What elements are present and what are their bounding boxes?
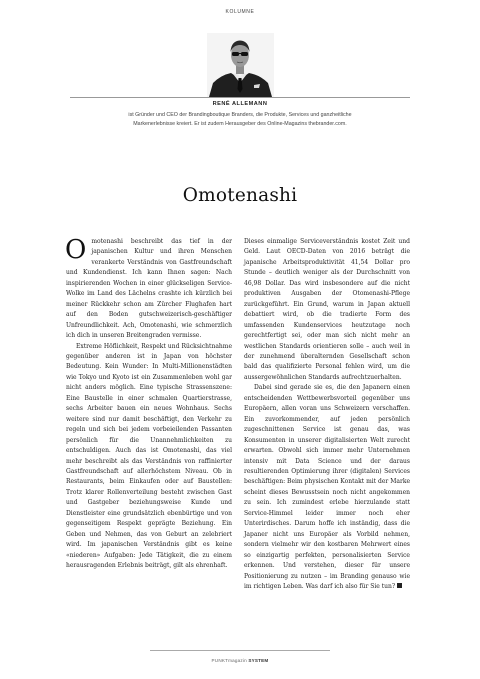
article-paragraph	[244, 383, 410, 592]
paragraph-text: Dabei sind gerade sie es, die den Japanern einen entscheidenden Wettbewerbsvorteil gegenüber uns Europäern, allen voran uns Schweizern verschaffen. Ein zuvorkommender, auf jeden persönlich zugeschnittenen Service ist genau das, was Konsumenten in unserer digitalisierten Welt zurecht erwarten. Obwohl sich immer mehr Unternehmen intensiv mit Data Science und der daraus resultierenden Optimierung ihrer (digitalen) Services beschäftigen: Beim physischen Kontakt mit der Marke scheint dieses Bewusstsein noch nicht angekommen zu sein. Ich zumindest erlebe hierzulande statt Service-Himmel leider immer noch eher Unterirdisches. Darum hoffe ich inständig, dass die Japaner nicht uns Europäer als Vorbild nehmen, sondern vielmehr wir den kostbaren Mehrwert eines so einzigartig perfekten, personalisierten Service erkennen. Und verstehen, dieser für unsere Positionierung zu nutzen – im Branding genauso wie im richtigen Leben. Was darf ich also für Sie tun?	[244, 384, 410, 590]
article-paragraph: Extreme Höflichkeit, Respekt und Rücksichtnahme gegenüber anderen ist in Japan von höchster Bedeutung. Kein Wunder: In Multi-Millionenstädten wie Tokyo und Kyoto ist ein Zusammenleben wohl gar nicht anders möglich. Eine typische Strassenszene: Eine Baustelle in einer schmalen Quartierstrasse, sechs Arbeiter bauen ein neues Wohnhaus. Sechs weitere sind nur damit beschäftigt, den Verkehr zu regeln und sich bei jedem vorbeieilenden Passanten persönlich für die Unannehmlichkeiten zu entschuldigen. Auch das ist Omotenashi, das viel mehr beschreibt als das Verständnis von raffinierter Gastfreundschaft auf allerhöchstem Niveau. Ob in Restaurants, beim Einkaufen oder auf Baustellen: Trotz klarer Rollenverteilung besteht zwischen Gast und Gastgeber beziehungsweise Kunde und Dienstleister eine grundsätzlich ebenbürtige und von gegenseitigem Respekt geprägte Beziehung. Ein Geben und Nehmen, das von Geburt an zelebriert wird. Im japanischen Verständnis gibt es keine «niederen» Aufgaben: Jede Tätigkeit, die zu einem herausragenden Erlebnis beiträgt, gilt als ehrenhaft.	[66, 342, 232, 570]
footer-section: SYSTEM	[248, 658, 269, 663]
article-title: Omotenashi	[182, 185, 298, 206]
article-paragraph: Dieses einmalige Serviceverständnis kostet Zeit und Geld. Laut OECD-Daten von 2016 beträgt die japanische Arbeitsproduktivität 41,54 Dollar pro Stunde – deutlich weniger als der Durchschnitt von 46,98 Dollar. Das wird insbesondere auf die nicht produktiven Ausgaben der Otomenashi-Pflege zurückgeführt. Ein Grund, warum in Japan aktuell debattiert wird, ob die tradierte Form des umfassenden Kundenservices heutzutage noch gerechtfertigt sei, oder man sich nicht mehr an westlichen Standards orientieren solle – auch weil in der zunehmend überalternden Gesellschaft schon bald das qualifizierte Personal fehlen wird, um die aussergewöhnlichen Standards aufrechtzuerhalten.	[244, 238, 410, 381]
author-portrait-icon	[207, 33, 274, 97]
author-bio-line: Markenerlebnisse kreiert. Er ist zudem Herausgeber des Online-Magazins thebrander.com.	[133, 121, 347, 128]
page-footer	[0, 658, 480, 663]
footer-magazine: PUNKTmagazin	[211, 658, 247, 663]
article-paragraph	[66, 237, 232, 342]
header-divider	[70, 97, 410, 98]
footer-divider	[150, 650, 330, 651]
author-bio-line: ist Gründer und CEO der Brandingboutique Branders, die Produkte, Services und ganzheitliche	[128, 112, 352, 118]
article-column-right	[244, 237, 410, 592]
author-name: RENÉ ALLEMANN	[212, 101, 268, 107]
end-mark-icon	[397, 583, 402, 588]
paragraph-text: motenashi beschreibt das tief in der japanischen Kultur und ihren Menschen verankerte Verständnis von Gastfreundschaft und Kundendienst. Ich kann Ihnen sagen: Nach inspirierenden Wochen in einer glückseligen Service-Wolke im Land des Lächelns crashte ich kürzlich bei meiner Rückkehr schon am Zürcher Flughafen hart auf den Boden gutschweizerisch-geschäftiger Unfreundlichkeit. Ach, Omotenashi, wie schmerzlich ich dich in unseren Breitengraden vermisse.	[66, 238, 232, 340]
drop-cap: O	[65, 235, 87, 265]
author-bio	[90, 111, 390, 129]
section-label: KOLUMNE	[225, 9, 255, 15]
article-column-left	[66, 237, 232, 572]
